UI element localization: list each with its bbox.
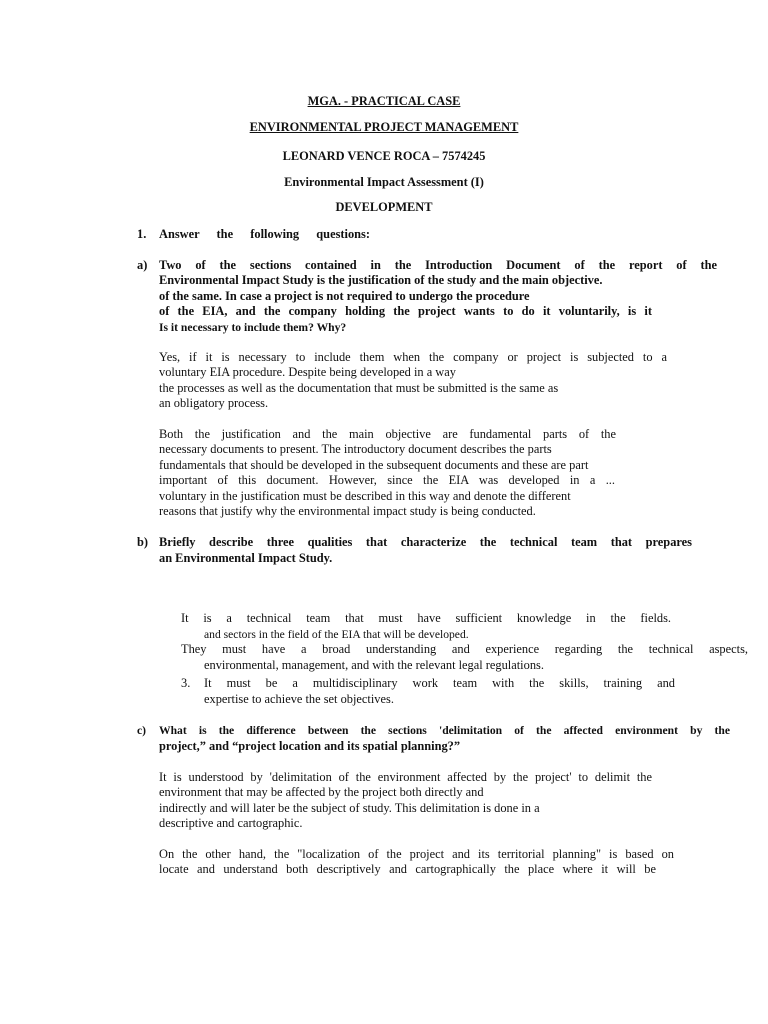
assignment-title: Environmental Impact Assessment (I) (284, 175, 484, 189)
question-b-line: an Environmental Impact Study. (159, 551, 333, 565)
answer-a-line: Both the justification and the main objective are fundamental parts of the (159, 427, 616, 441)
answer-a-line: the processes as well as the documentation that must be submitted is the same as (159, 381, 559, 395)
list-item-line: and sectors in the field of the EIA that will be developed. (204, 628, 469, 641)
question-1-number: 1. (137, 227, 147, 241)
answer-a-line: necessary documents to present. The introductory document describes the parts (159, 442, 552, 456)
question-b-line: Briefly describe three qualities that characterize the technical team that prepares (159, 535, 692, 549)
list-item-line: It must be a multidisciplinary work team with the skills, training and (204, 676, 675, 690)
list-item-marker: 3. (181, 676, 191, 690)
answer-a-line: voluntary in the justification must be described in this way and denote the different (159, 489, 571, 503)
answer-c-line: locate and understand both descriptively and cartographically the place where it will be (159, 862, 656, 876)
list-item-line: environmental, management, and with the relevant legal regulations. (204, 658, 544, 672)
answer-a-line: fundamentals that should be developed in the subsequent documents and these are part (159, 458, 589, 472)
answer-c-line: environment that may be affected by the project both directly and (159, 785, 484, 799)
question-a-line: of the EIA, and the company holding the project wants to do it voluntarily, is it (159, 304, 652, 318)
author-line: LEONARD VENCE ROCA – 7574245 (282, 149, 486, 163)
question-c-marker: c) (137, 724, 147, 737)
answer-c-line: It is understood by 'delimitation of the environment affected by the project' to delimit the (159, 770, 652, 784)
answer-a-line: voluntary EIA procedure. Despite being developed in a way (159, 365, 456, 379)
answer-c-line: descriptive and cartographic. (159, 816, 303, 830)
question-c-line: project,” and “project location and its spatial planning?” (159, 739, 461, 753)
list-item-line: It is a technical team that must have sufficient knowledge in the fields. (181, 611, 671, 625)
answer-a-line: important of this document. However, since the EIA was developed in a ... (159, 473, 615, 487)
question-1-text: Answer the following questions: (159, 227, 370, 241)
question-a-line: Environmental Impact Study is the justification of the study and the main objective. (159, 273, 603, 287)
question-a-line: Is it necessary to include them? Why? (159, 321, 347, 334)
answer-c-line: On the other hand, the "localization of the project and its territorial planning" is based on (159, 847, 674, 861)
section-heading: DEVELOPMENT (335, 200, 433, 214)
question-b-marker: b) (137, 535, 149, 549)
list-item-line: They must have a broad understanding and experience regarding the technical aspects, (181, 642, 748, 656)
list-item-line: expertise to achieve the set objectives. (204, 692, 394, 706)
question-c-line: What is the difference between the sections 'delimitation of the affected environment by the (159, 724, 730, 737)
answer-a-line: Yes, if it is necessary to include them when the company or project is subjected to a (159, 350, 667, 364)
answer-a-line: an obligatory process. (159, 396, 269, 410)
answer-a-line: reasons that justify why the environmental impact study is being conducted. (159, 504, 536, 518)
question-a-marker: a) (137, 258, 148, 272)
document-title: MGA. - PRACTICAL CASE (307, 94, 461, 108)
answer-c-line: indirectly and will later be the subject of study. This delimitation is done in a (159, 801, 540, 815)
document-subject: ENVIRONMENTAL PROJECT MANAGEMENT (249, 120, 519, 134)
question-a-line: Two of the sections contained in the Introduction Document of the report of the (159, 258, 717, 272)
question-a-line: of the same. In case a project is not required to undergo the procedure (159, 289, 530, 303)
